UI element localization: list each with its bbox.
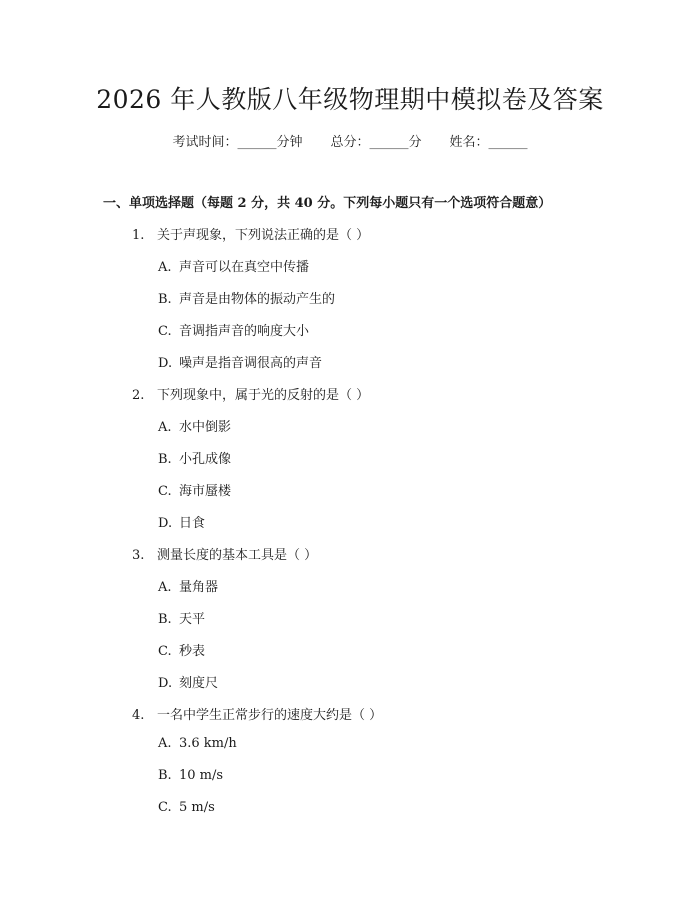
option-text: 刻度尺 xyxy=(179,676,219,691)
question-3-option-a xyxy=(158,576,218,595)
question-1-option-d xyxy=(158,352,322,371)
option-text: 噪声是指音调很高的声音 xyxy=(179,356,323,371)
question-1-option-a xyxy=(158,256,309,275)
question-4-option-a xyxy=(158,736,237,751)
option-letter: C. xyxy=(158,800,172,815)
question-number: 1. xyxy=(132,228,145,243)
question-1 xyxy=(132,224,369,243)
page-title: 2026 年人教版八年级物理期中模拟卷及答案 xyxy=(96,85,604,114)
option-text: 秒表 xyxy=(179,644,206,659)
option-text: 声音可以在真空中传播 xyxy=(179,260,310,275)
option-letter: B. xyxy=(158,768,172,783)
option-letter: B. xyxy=(158,612,172,627)
question-3-option-c xyxy=(158,640,205,659)
option-letter: C. xyxy=(158,644,172,659)
section-heading: 一、单项选择题（每题 2 分，共 40 分。下列每小题只有一个选项符合题意） xyxy=(103,196,552,211)
option-letter: B. xyxy=(158,292,172,307)
option-letter: D. xyxy=(158,676,173,691)
option-letter: B. xyxy=(158,452,172,467)
question-number: 2. xyxy=(132,388,145,403)
question-3-option-b xyxy=(158,608,205,627)
question-number: 4. xyxy=(132,708,145,723)
question-4 xyxy=(132,704,382,723)
option-letter: A. xyxy=(158,736,172,751)
option-text: 小孔成像 xyxy=(179,452,232,467)
question-2-option-d xyxy=(158,512,205,531)
question-text: 下列现象中，属于光的反射的是（ ） xyxy=(157,388,370,403)
option-text: 10 m/s xyxy=(179,768,224,783)
question-4-option-b xyxy=(158,768,223,783)
student-name-field: 姓名：______ xyxy=(449,135,528,150)
option-letter: A. xyxy=(158,260,172,275)
option-text: 音调指声音的响度大小 xyxy=(179,324,310,339)
question-3-option-d xyxy=(158,672,218,691)
question-number: 3. xyxy=(132,548,145,563)
option-text: 水中倒影 xyxy=(179,420,232,435)
exam-info-line xyxy=(0,131,700,150)
option-text: 声音是由物体的振动产生的 xyxy=(179,292,336,307)
question-1-option-b xyxy=(158,288,335,307)
total-score-field: 总分：______分 xyxy=(330,135,422,150)
option-text: 海市蜃楼 xyxy=(179,484,232,499)
question-3 xyxy=(132,544,317,563)
question-2 xyxy=(132,384,369,403)
question-text: 测量长度的基本工具是（ ） xyxy=(157,548,318,563)
option-text: 天平 xyxy=(179,612,206,627)
question-1-option-c xyxy=(158,320,309,339)
option-text: 5 m/s xyxy=(179,800,215,815)
question-2-option-c xyxy=(158,480,231,499)
option-letter: D. xyxy=(158,516,173,531)
question-2-option-b xyxy=(158,448,231,467)
option-text: 3.6 km/h xyxy=(179,736,237,751)
question-text: 一名中学生正常步行的速度大约是（ ） xyxy=(157,708,383,723)
option-letter: C. xyxy=(158,484,172,499)
option-text: 量角器 xyxy=(179,580,219,595)
option-text: 日食 xyxy=(179,516,206,531)
option-letter: A. xyxy=(158,580,172,595)
question-text: 关于声现象，下列说法正确的是（ ） xyxy=(157,228,370,243)
question-2-option-a xyxy=(158,416,231,435)
option-letter: D. xyxy=(158,356,173,371)
question-4-option-c xyxy=(158,800,215,815)
exam-time-field: 考试时间：______分钟 xyxy=(172,135,303,150)
option-letter: A. xyxy=(158,420,172,435)
option-letter: C. xyxy=(158,324,172,339)
